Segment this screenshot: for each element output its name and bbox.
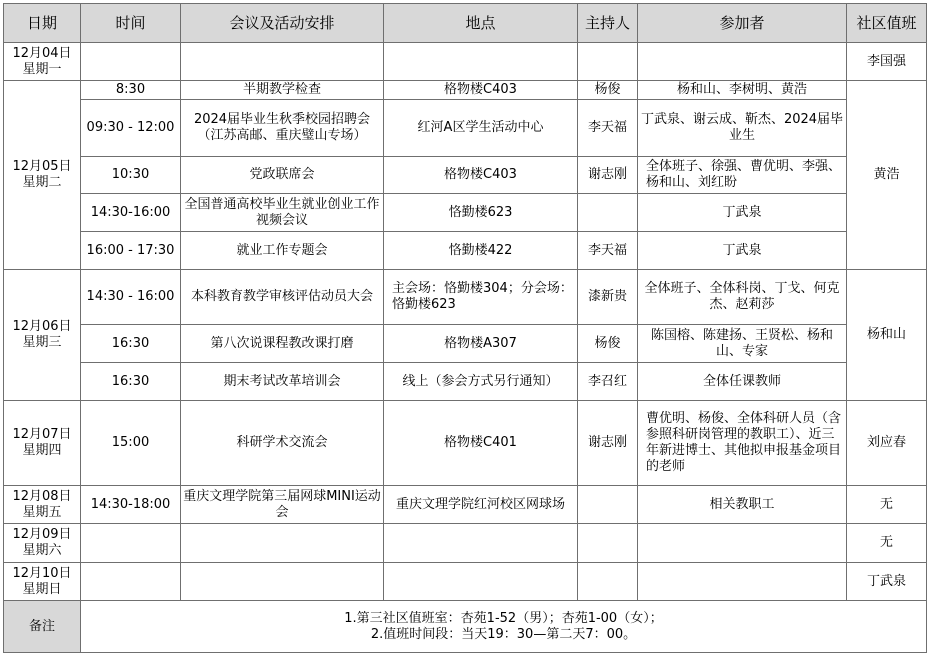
header-place: 地点 xyxy=(384,4,578,43)
event-attendees: 相关教职工 xyxy=(638,486,847,524)
event-place: 恪勤楼623 xyxy=(384,194,578,232)
event-title: 半期教学检查 xyxy=(181,81,384,100)
weekday-label: 星期四 xyxy=(22,443,62,458)
header-duty: 社区值班 xyxy=(847,4,927,43)
event-host xyxy=(578,486,638,524)
event-time: 10:30 xyxy=(81,157,181,194)
event-title xyxy=(181,524,384,563)
event-title xyxy=(181,43,384,81)
event-place: 格物楼C403 xyxy=(384,157,578,194)
notes-row xyxy=(4,601,927,653)
date-label: 12月08日 xyxy=(12,488,72,504)
duty-cell: 刘应春 xyxy=(847,401,927,486)
schedule-table xyxy=(3,3,927,653)
event-title: 本科教育教学审核评估动员大会 xyxy=(181,270,384,325)
event-attendees: 丁武泉、谢云成、靳杰、2024届毕业生 xyxy=(638,100,847,157)
table-row xyxy=(4,486,927,524)
header-event: 会议及活动安排 xyxy=(181,4,384,43)
event-host: 谢志刚 xyxy=(578,157,638,194)
table-row xyxy=(4,194,927,232)
date-cell xyxy=(4,43,81,81)
weekday-label: 星期六 xyxy=(22,543,62,558)
event-place xyxy=(384,43,578,81)
event-host xyxy=(578,563,638,601)
event-title: 2024届毕业生秋季校园招聘会（江苏高邮、重庆璧山专场） xyxy=(181,100,384,157)
event-attendees: 杨和山、李树明、黄浩 xyxy=(638,81,847,100)
date-cell xyxy=(4,270,81,401)
event-place: 恪勤楼422 xyxy=(384,232,578,270)
event-place: 重庆文理学院红河校区网球场 xyxy=(384,486,578,524)
table-row xyxy=(4,157,927,194)
event-time xyxy=(81,563,181,601)
event-place: 格物楼A307 xyxy=(384,325,578,363)
table-row xyxy=(4,363,927,401)
table-row xyxy=(4,401,927,486)
event-title: 全国普通高校毕业生就业创业工作视频会议 xyxy=(181,194,384,232)
event-time: 14:30-16:00 xyxy=(81,194,181,232)
date-label: 12月09日 xyxy=(12,527,72,542)
event-time: 15:00 xyxy=(81,401,181,486)
event-host xyxy=(578,194,638,232)
event-host: 杨俊 xyxy=(578,81,638,100)
weekday-label: 星期五 xyxy=(22,504,62,520)
event-attendees: 全体班子、徐强、曹优明、李强、杨和山、刘红盼 xyxy=(638,157,847,194)
event-time: 14:30-18:00 xyxy=(81,486,181,524)
weekday-label: 星期一 xyxy=(22,61,62,77)
event-host: 谢志刚 xyxy=(578,401,638,486)
date-cell xyxy=(4,81,81,270)
event-attendees: 曹优明、杨俊、全体科研人员（含参照科研岗管理的教职工）、近三年新进博士、其他拟申报基金项目的老师 xyxy=(638,401,847,486)
event-title: 就业工作专题会 xyxy=(181,232,384,270)
event-place xyxy=(384,563,578,601)
event-place: 主会场：恪勤楼304；分会场：恪勤楼623 xyxy=(384,270,578,325)
duty-cell: 黄浩 xyxy=(847,81,927,270)
table-row xyxy=(4,100,927,157)
notes-line-1: 1.第三社区值班室：杏苑1-52（男）；杏苑1-00（女）； xyxy=(344,610,663,626)
event-title: 重庆文理学院第三届网球MINI运动会 xyxy=(181,486,384,524)
event-host: 杨俊 xyxy=(578,325,638,363)
event-time: 16:30 xyxy=(81,363,181,401)
duty-cell: 无 xyxy=(847,486,927,524)
table-row xyxy=(4,524,927,563)
event-attendees: 丁武泉 xyxy=(638,194,847,232)
duty-cell: 无 xyxy=(847,524,927,563)
event-time: 16:30 xyxy=(81,325,181,363)
event-time: 14:30 - 16:00 xyxy=(81,270,181,325)
event-host: 李天福 xyxy=(578,232,638,270)
event-attendees xyxy=(638,524,847,563)
event-attendees: 丁武泉 xyxy=(638,232,847,270)
event-title: 科研学术交流会 xyxy=(181,401,384,486)
event-host: 李天福 xyxy=(578,100,638,157)
date-cell xyxy=(4,563,81,601)
header-date: 日期 xyxy=(4,4,81,43)
notes-label: 备注 xyxy=(4,601,81,653)
header-host: 主持人 xyxy=(578,4,638,43)
date-cell xyxy=(4,486,81,524)
date-label: 12月05日 xyxy=(12,159,72,174)
date-label: 12月10日 xyxy=(12,565,72,581)
duty-cell: 李国强 xyxy=(847,43,927,81)
table-row xyxy=(4,81,927,100)
event-time xyxy=(81,524,181,563)
notes-text xyxy=(81,601,927,653)
event-title: 期末考试改革培训会 xyxy=(181,363,384,401)
header-row xyxy=(4,4,927,43)
header-time: 时间 xyxy=(81,4,181,43)
event-host: 李召红 xyxy=(578,363,638,401)
event-time: 16:00 - 17:30 xyxy=(81,232,181,270)
event-place: 线上（参会方式另行通知） xyxy=(384,363,578,401)
event-place: 格物楼C401 xyxy=(384,401,578,486)
weekday-label: 星期日 xyxy=(22,581,62,597)
date-cell xyxy=(4,401,81,486)
event-time: 09:30 - 12:00 xyxy=(81,100,181,157)
event-title: 党政联席会 xyxy=(181,157,384,194)
table-row xyxy=(4,325,927,363)
event-title: 第八次说课程教改课打磨 xyxy=(181,325,384,363)
event-title xyxy=(181,563,384,601)
duty-cell: 杨和山 xyxy=(847,270,927,401)
event-host xyxy=(578,524,638,563)
weekday-label: 星期三 xyxy=(22,335,62,350)
header-attendees: 参加者 xyxy=(638,4,847,43)
schedule-body xyxy=(4,43,927,601)
event-host: 漆新贵 xyxy=(578,270,638,325)
duty-cell: 丁武泉 xyxy=(847,563,927,601)
notes-line-2: 2.值班时间段：当天19：30—第二天7：00。 xyxy=(370,626,637,642)
event-attendees xyxy=(638,563,847,601)
date-label: 12月07日 xyxy=(12,427,72,442)
event-attendees xyxy=(638,43,847,81)
date-label: 12月06日 xyxy=(12,319,72,334)
table-row xyxy=(4,43,927,81)
table-row xyxy=(4,563,927,601)
event-attendees: 陈国榕、陈建扬、王贤松、杨和山、专家 xyxy=(638,325,847,363)
event-host xyxy=(578,43,638,81)
event-place: 红河A区学生活动中心 xyxy=(384,100,578,157)
date-cell xyxy=(4,524,81,563)
event-time xyxy=(81,43,181,81)
event-attendees: 全体任课教师 xyxy=(638,363,847,401)
event-place: 格物楼C403 xyxy=(384,81,578,100)
table-row xyxy=(4,232,927,270)
weekday-label: 星期二 xyxy=(22,175,62,190)
event-attendees: 全体班子、全体科岗、丁戈、何克杰、赵莉莎 xyxy=(638,270,847,325)
table-row xyxy=(4,270,927,325)
date-label: 12月04日 xyxy=(12,45,72,61)
event-place xyxy=(384,524,578,563)
event-time: 8:30 xyxy=(81,81,181,100)
